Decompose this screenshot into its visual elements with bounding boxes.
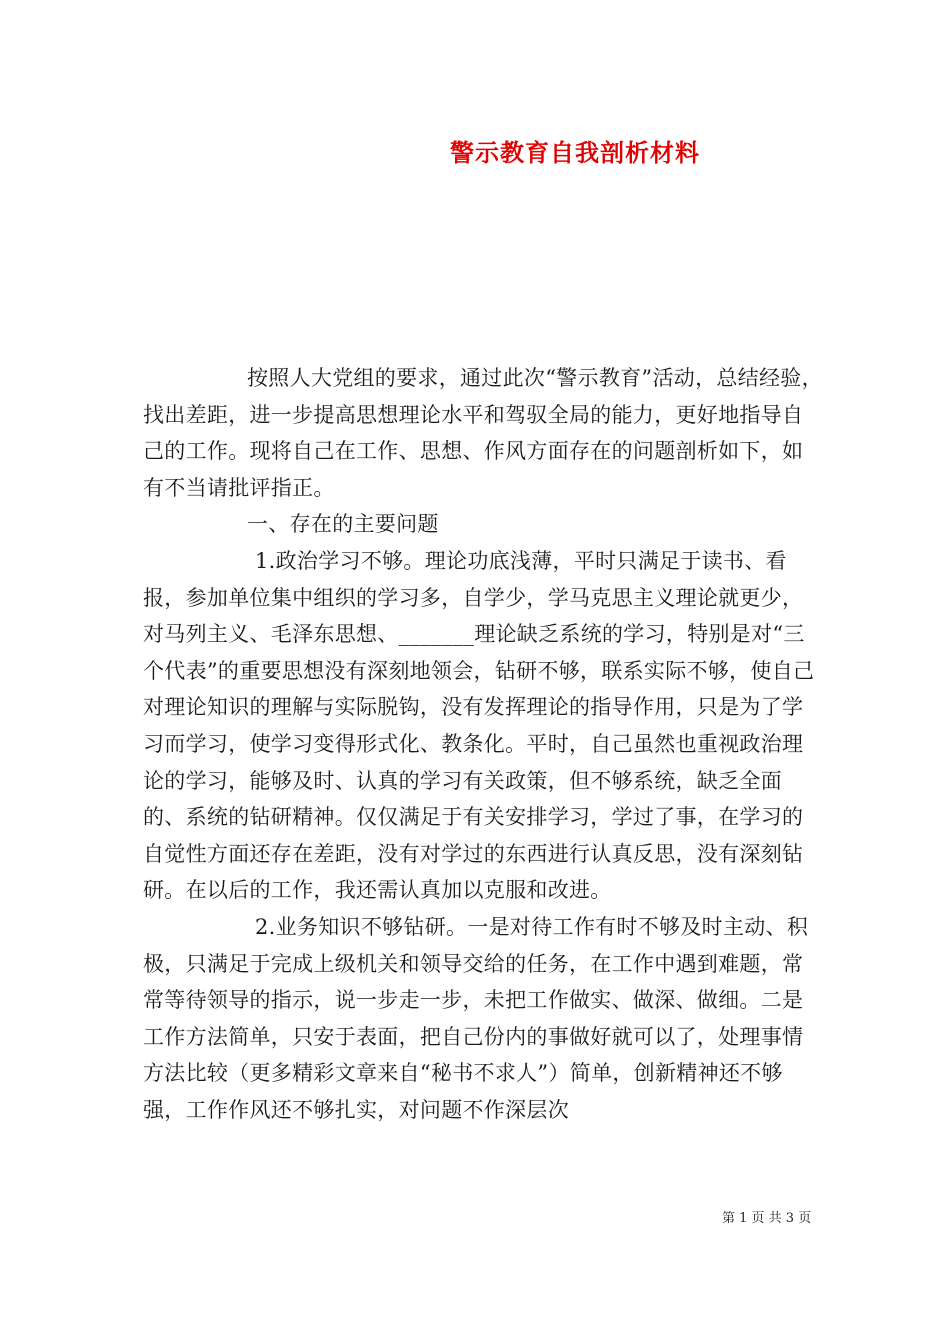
item-2-paragraph: 2.业务知识不够钻研。一是对待工作有时不够及时主动、积极，只满足于完成上级机关和领导交给的任务，在工作中遇到难题，常常等待领导的指示，说一步走一步，未把工作做实、做深、做细。二是工作方法简单，只安于表面，把自己份内的事做好就可以了，处理事情方法比较（更多精彩文章来自“秘书不求人”）简单，创新精神还不够强，工作作风还不够扎实，对问题不作深层次 [143, 914, 809, 1122]
document-body [143, 360, 823, 1128]
section-heading: 一、存在的主要问题 [247, 512, 439, 537]
page-number-footer: 第 1 页 共 3 页 [722, 1211, 812, 1226]
intro-paragraph: 按照人大党组的要求，通过此次“警示教育”活动，总结经验，找出差距，进一步提高思想理论水平和驾驭全局的能力，更好地指导自己的工作。现将自己在工作、思想、作风方面存在的问题剖析如下，如有不当请批评指正。 [143, 366, 823, 500]
document-title: 警示教育自我剖析材料 [450, 138, 700, 167]
item-1-paragraph: 1.政治学习不够。理论功底浅薄，平时只满足于读书、看报，参加单位集中组织的学习多，自学少，学马克思主义理论就更少，对马列主义、毛泽东思想、_______理论缺乏系统的学习，特别是对“三个代表”的重要思想没有深刻地领会，钻研不够，联系实际不够，使自己对理论知识的理解与实际脱钩，没有发挥理论的指导作用，只是为了学习而学习，使学习变得形式化、教条化。平时，自己虽然也重视政治理论的学习，能够及时、认真的学习有关政策，但不够系统，缺乏全面的、系统的钻研精神。仅仅满足于有关安排学习，学过了事，在学习的自觉性方面还存在差距，没有对学过的东西进行认真反思，没有深刻钻研。在以后的工作，我还需认真加以克服和改进。 [143, 548, 815, 903]
